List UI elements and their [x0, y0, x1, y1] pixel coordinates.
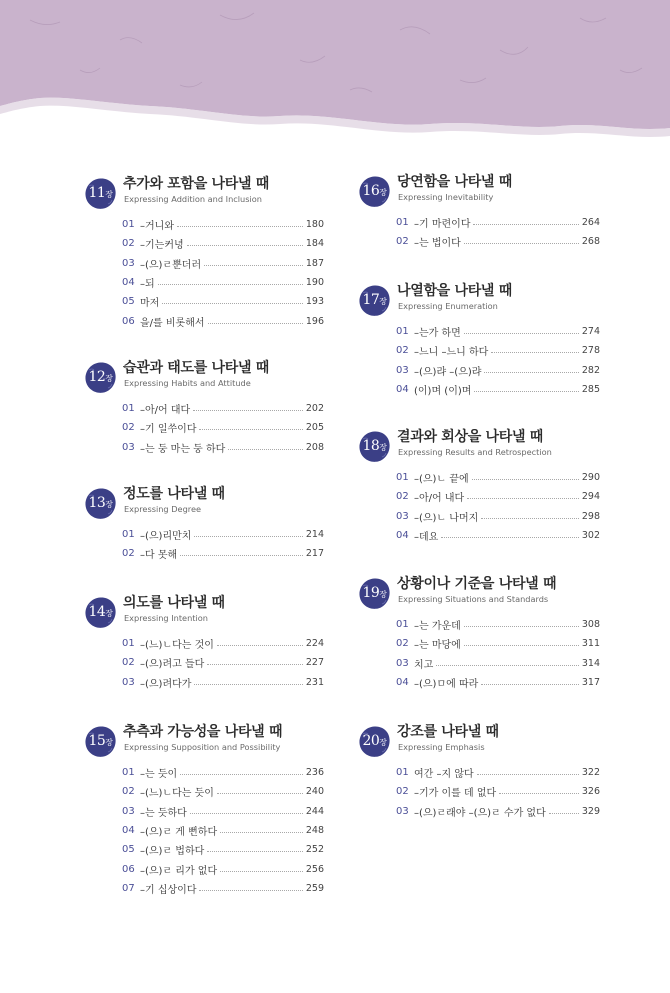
toc-entry[interactable]	[396, 213, 600, 232]
dot-leader	[177, 226, 303, 227]
chapter-title: 당연함을 나타낼 때	[397, 174, 512, 190]
toc-entry[interactable]	[122, 859, 324, 878]
toc-entry[interactable]	[122, 763, 324, 782]
toc-entry[interactable]	[396, 322, 600, 341]
entry-title: –기 마련이다	[414, 219, 471, 231]
toc-entry[interactable]	[396, 782, 600, 801]
dot-leader	[474, 391, 578, 392]
dot-leader	[436, 665, 579, 666]
dot-leader	[190, 813, 303, 814]
chapter-number: 12장	[88, 369, 113, 385]
chapter-subtitle: Expressing Intention	[124, 613, 208, 623]
entry-number: 04	[396, 530, 409, 542]
dot-leader	[193, 410, 303, 411]
entry-page: 217	[305, 548, 324, 560]
toc-entry[interactable]	[122, 634, 324, 653]
entry-number: 03	[396, 510, 409, 522]
chapter-badge-icon	[84, 725, 117, 758]
chapter-title: 정도를 나타낼 때	[123, 486, 225, 502]
toc-entry[interactable]	[122, 544, 324, 563]
entry-number: 02	[122, 422, 135, 434]
dot-leader	[228, 449, 303, 450]
toc-entry[interactable]	[396, 526, 600, 545]
toc-entry[interactable]	[122, 879, 324, 898]
entry-title: –아/어 대다	[140, 405, 191, 417]
dot-leader	[484, 372, 578, 373]
entry-page: 317	[581, 677, 600, 689]
dot-leader	[194, 536, 302, 537]
chapter-subtitle: Expressing Supposition and Possibility	[124, 742, 281, 752]
entry-title: –는 가운데	[414, 621, 461, 633]
toc-entry[interactable]	[122, 653, 324, 672]
dot-leader	[491, 352, 579, 353]
entry-page: 294	[581, 491, 600, 503]
dot-leader	[217, 793, 303, 794]
entry-number: 01	[396, 217, 409, 229]
entry-page: 244	[305, 805, 324, 817]
entry-number: 01	[122, 638, 135, 650]
chapter-badge-icon	[358, 430, 391, 463]
toc-entry[interactable]	[122, 273, 324, 292]
toc-entry[interactable]	[122, 254, 324, 273]
entry-page: 322	[581, 767, 600, 779]
toc-entry[interactable]	[396, 232, 600, 251]
entry-title: –기는커녕	[140, 240, 184, 252]
toc-entry[interactable]	[122, 292, 324, 311]
dot-leader	[217, 645, 303, 646]
entry-list	[122, 525, 324, 564]
entry-number: 01	[122, 767, 135, 779]
entry-number: 02	[396, 638, 409, 650]
entry-title: –(으)ㄴ 끝에	[414, 474, 469, 486]
toc-entry[interactable]	[122, 821, 324, 840]
toc-entry[interactable]	[122, 438, 324, 457]
dot-leader	[220, 832, 303, 833]
entry-title: –(으)려다가	[140, 678, 192, 690]
toc-entry[interactable]	[396, 468, 600, 487]
chapter-number: 17장	[362, 292, 387, 308]
dot-leader	[477, 774, 579, 775]
dot-leader	[549, 813, 579, 814]
entry-page: 196	[305, 315, 324, 327]
entry-title: –(으)ㄹ 게 뻔하다	[140, 827, 218, 839]
entry-title: –기가 이를 데 없다	[414, 788, 497, 800]
dot-leader	[199, 890, 302, 891]
entry-number: 06	[122, 863, 135, 875]
entry-title: –는가 하면	[414, 328, 461, 340]
entry-page: 268	[581, 236, 600, 248]
entry-number: 07	[122, 882, 135, 894]
entry-title: –(으)ㄴ 나머지	[414, 512, 479, 524]
entry-number: 01	[396, 472, 409, 484]
chapter-badge-icon	[84, 596, 117, 629]
toc-entry[interactable]	[396, 763, 600, 782]
dot-leader	[464, 243, 579, 244]
toc-entry[interactable]	[122, 525, 324, 544]
entry-page: 205	[305, 422, 324, 434]
entry-number: 02	[122, 786, 135, 798]
entry-page: 314	[581, 657, 600, 669]
entry-title: –거니와	[140, 221, 174, 233]
entry-number: 02	[396, 786, 409, 798]
entry-title: –기 일쑤이다	[140, 424, 197, 436]
chapter-badge-icon	[358, 175, 391, 208]
toc-entry[interactable]	[396, 802, 600, 821]
entry-number: 01	[122, 529, 135, 541]
toc-entry[interactable]	[122, 673, 324, 692]
chapter-title: 강조를 나타낼 때	[397, 724, 499, 740]
entry-number: 04	[396, 677, 409, 689]
entry-title: –(으)랴 –(으)랴	[414, 366, 482, 378]
entry-list	[396, 468, 600, 545]
entry-page: 311	[581, 638, 600, 650]
entry-page: 202	[305, 403, 324, 415]
entry-title: 치고	[414, 659, 434, 671]
entry-number: 03	[122, 441, 135, 453]
dot-leader	[180, 774, 303, 775]
toc-entry[interactable]	[396, 654, 600, 673]
entry-page: 308	[581, 619, 600, 631]
toc-entry[interactable]	[122, 311, 324, 330]
chapter-badge-icon	[358, 725, 391, 758]
toc-entry[interactable]	[122, 840, 324, 859]
entry-page: 180	[305, 219, 324, 231]
entry-title: –는 마당에	[414, 640, 461, 652]
entry-number: 05	[122, 296, 135, 308]
entry-page: 326	[581, 786, 600, 798]
entry-page: 278	[581, 345, 600, 357]
header-banner	[0, 0, 670, 160]
dot-leader	[204, 265, 303, 266]
entry-page: 329	[581, 805, 600, 817]
entry-number: 01	[122, 219, 135, 231]
entry-page: 187	[305, 257, 324, 269]
entry-title: –(으)ㄹ 법하다	[140, 846, 205, 858]
toc-entry[interactable]	[122, 234, 324, 253]
entry-page: 184	[305, 238, 324, 250]
entry-list	[396, 322, 600, 399]
chapter-badge-icon	[358, 284, 391, 317]
entry-page: 240	[305, 786, 324, 798]
dot-leader	[158, 284, 303, 285]
entry-title: –아/어 내다	[414, 493, 465, 505]
chapter-number: 11장	[88, 185, 113, 201]
chapter-subtitle: Expressing Degree	[124, 504, 202, 514]
entry-list	[122, 399, 324, 457]
chapter-number: 16장	[362, 183, 387, 199]
entry-number: 03	[122, 805, 135, 817]
entry-title: –는 둥 마는 둥 하다	[140, 443, 226, 455]
entry-number: 04	[122, 825, 135, 837]
dot-leader	[464, 333, 579, 334]
chapter-subtitle: Expressing Inevitability	[398, 192, 494, 202]
entry-page: 264	[581, 217, 600, 229]
dot-leader	[180, 555, 303, 556]
entry-page: 282	[581, 364, 600, 376]
chapter-number: 18장	[362, 438, 387, 454]
dot-leader	[481, 518, 579, 519]
entry-page: 190	[305, 277, 324, 289]
toc-entry[interactable]	[122, 802, 324, 821]
dot-leader	[467, 498, 579, 499]
entry-page: 290	[581, 472, 600, 484]
entry-title: –는 법이다	[414, 238, 461, 250]
entry-number: 02	[396, 236, 409, 248]
entry-list	[122, 763, 324, 898]
dot-leader	[499, 793, 579, 794]
entry-title: –데요	[414, 532, 439, 544]
toc-entry[interactable]	[122, 215, 324, 234]
dot-leader	[187, 245, 303, 246]
chapter-title: 추측과 가능성을 나타낼 때	[123, 724, 283, 740]
entry-number: 02	[122, 548, 135, 560]
toc-entry[interactable]	[396, 615, 600, 634]
entry-number: 03	[396, 657, 409, 669]
entry-number: 04	[122, 277, 135, 289]
entry-number: 04	[396, 384, 409, 396]
dot-leader	[207, 664, 303, 665]
entry-page: 248	[305, 825, 324, 837]
entry-list	[396, 763, 600, 821]
entry-number: 01	[396, 767, 409, 779]
entry-title: –(으)려고 들다	[140, 659, 205, 671]
entry-number: 02	[396, 491, 409, 503]
entry-number: 03	[396, 805, 409, 817]
dot-leader	[220, 871, 303, 872]
toc-entry[interactable]	[396, 380, 600, 399]
chapter-title: 의도를 나타낼 때	[123, 595, 225, 611]
chapter-badge-icon	[358, 577, 391, 610]
entry-title: –(으)ㅁ에 따라	[414, 679, 479, 691]
entry-title: –(느)ㄴ다는 것이	[140, 640, 214, 652]
chapter-number: 15장	[88, 733, 113, 749]
entry-page: 302	[581, 530, 600, 542]
toc-entry[interactable]	[122, 782, 324, 801]
dot-leader	[472, 479, 579, 480]
toc-entry[interactable]	[396, 507, 600, 526]
dot-leader	[473, 224, 578, 225]
dot-leader	[481, 684, 579, 685]
entry-title: –(으)ㄹ 리가 없다	[140, 865, 218, 877]
toc-entry[interactable]	[396, 634, 600, 653]
entry-page: 208	[305, 441, 324, 453]
entry-title: –(느)ㄴ다는 듯이	[140, 788, 214, 800]
dot-leader	[464, 626, 579, 627]
chapter-subtitle: Expressing Enumeration	[398, 301, 498, 311]
toc-entry[interactable]	[396, 361, 600, 380]
entry-number: 01	[122, 403, 135, 415]
entry-title: –(으)ㄹ래야 –(으)ㄹ 수가 없다	[414, 807, 546, 819]
entry-number: 03	[396, 364, 409, 376]
entry-number: 02	[396, 345, 409, 357]
entry-page: 231	[305, 676, 324, 688]
entry-title: 여간 –지 않다	[414, 769, 474, 781]
entry-page: 214	[305, 529, 324, 541]
entry-page: 256	[305, 863, 324, 875]
chapter-title: 나열함을 나타낼 때	[397, 283, 512, 299]
entry-number: 03	[122, 676, 135, 688]
entry-number: 02	[122, 238, 135, 250]
toc-entry[interactable]	[122, 399, 324, 418]
chapter-number: 13장	[88, 495, 113, 511]
entry-title: –되	[140, 279, 155, 291]
dot-leader	[464, 645, 579, 646]
chapter-number: 14장	[88, 604, 113, 620]
chapter-subtitle: Expressing Addition and Inclusion	[124, 194, 262, 204]
entry-page: 227	[305, 657, 324, 669]
chapter-title: 상황이나 기준을 나타낼 때	[397, 576, 557, 592]
entry-number: 02	[122, 657, 135, 669]
chapter-subtitle: Expressing Results and Retrospection	[398, 447, 552, 457]
entry-title: 마저	[140, 298, 160, 310]
entry-page: 274	[581, 326, 600, 338]
entry-page: 298	[581, 510, 600, 522]
entry-title: –기 십상이다	[140, 884, 197, 896]
chapter-number: 20장	[362, 733, 387, 749]
chapter-title: 결과와 회상을 나타낼 때	[397, 429, 543, 445]
chapter-title: 습관과 태도를 나타낼 때	[123, 360, 269, 376]
entry-list	[396, 615, 600, 692]
entry-page: 252	[305, 844, 324, 856]
toc-entry[interactable]	[396, 487, 600, 506]
chapter-subtitle: Expressing Situations and Standards	[398, 594, 549, 604]
chapter-badge-icon	[84, 361, 117, 394]
dot-leader	[208, 323, 303, 324]
toc-entry[interactable]	[396, 673, 600, 692]
dot-leader	[162, 303, 303, 304]
entry-number: 01	[396, 619, 409, 631]
entry-list	[396, 213, 600, 252]
entry-page: 285	[581, 384, 600, 396]
chapter-subtitle: Expressing Habits and Attitude	[124, 378, 251, 388]
chapter-number: 19장	[362, 585, 387, 601]
entry-title: –는 듯이	[140, 769, 178, 781]
entry-number: 06	[122, 315, 135, 327]
entry-title: –(으)ㄹ뿐더러	[140, 259, 202, 271]
chapter-subtitle: Expressing Emphasis	[398, 742, 485, 752]
dot-leader	[441, 537, 579, 538]
chapter-badge-icon	[84, 177, 117, 210]
entry-title: –는 듯하다	[140, 807, 187, 819]
chapter-badge-icon	[84, 487, 117, 520]
entry-page: 259	[305, 882, 324, 894]
entry-number: 03	[122, 257, 135, 269]
entry-page: 236	[305, 767, 324, 779]
entry-title: 을/를 비롯해서	[140, 317, 205, 329]
dot-leader	[194, 684, 302, 685]
entry-page: 193	[305, 296, 324, 308]
toc-entry[interactable]	[122, 418, 324, 437]
entry-list	[122, 215, 324, 331]
entry-number: 01	[396, 326, 409, 338]
dot-leader	[199, 429, 302, 430]
toc-entry[interactable]	[396, 341, 600, 360]
entry-list	[122, 634, 324, 692]
entry-title: –느니 –느니 하다	[414, 347, 489, 359]
entry-title: –(으)리만치	[140, 531, 192, 543]
entry-page: 224	[305, 638, 324, 650]
entry-number: 05	[122, 844, 135, 856]
entry-title: (이)며 (이)며	[414, 386, 472, 398]
dot-leader	[207, 851, 303, 852]
entry-title: –다 못해	[140, 550, 178, 562]
chapter-title: 추가와 포함을 나타낼 때	[123, 176, 269, 192]
